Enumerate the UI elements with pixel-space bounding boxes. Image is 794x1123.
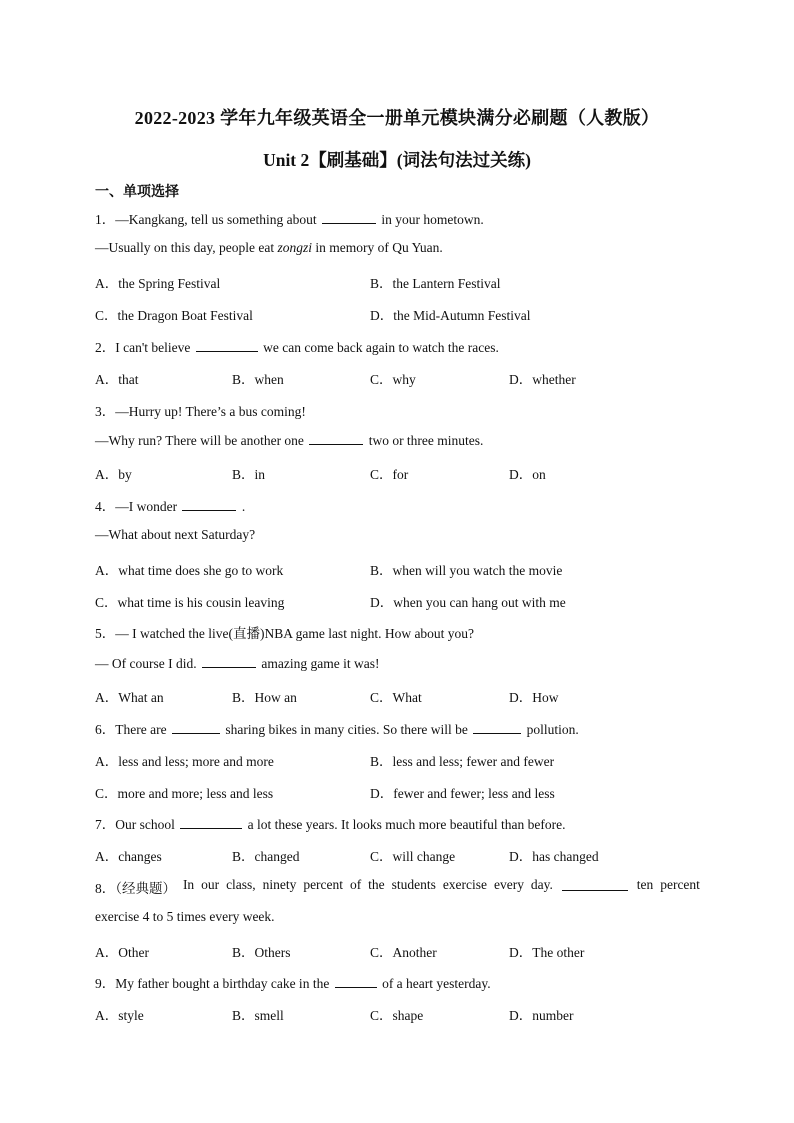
q1-option-a[interactable]: A．the Spring Festival	[95, 276, 221, 291]
q4-option-d[interactable]: D．when you can hang out with me	[370, 595, 566, 610]
answer-blank[interactable]	[562, 877, 628, 891]
q8-word: the	[368, 877, 385, 892]
q7-option-c[interactable]: C．will change	[370, 849, 456, 864]
q8-word: our	[201, 877, 220, 892]
q1-option-c[interactable]: C．the Dragon Boat Festival	[95, 308, 253, 323]
q8-word: day.	[530, 877, 553, 892]
q5-text: — Of course I did.	[95, 656, 197, 671]
q4-option-c[interactable]: C．what time is his cousin leaving	[95, 595, 285, 610]
q1-option-d[interactable]: D．the Mid-Autumn Festival	[370, 308, 531, 323]
q8-option-a[interactable]: A．Other	[95, 945, 149, 960]
q5-option-b[interactable]: B．How an	[232, 690, 297, 705]
q3-text-after: two or three minutes.	[368, 433, 484, 448]
q9-option-a[interactable]: A．style	[95, 1008, 144, 1023]
q1-reply-italic: zongzi	[277, 240, 312, 255]
q3-option-a[interactable]: A．by	[95, 467, 132, 482]
q1-option-b[interactable]: B．the Lantern Festival	[370, 276, 501, 291]
q8-word: In	[182, 877, 195, 892]
q8-word: every	[493, 877, 524, 892]
q8-option-b[interactable]: B．Others	[232, 945, 291, 960]
q8-word: of	[349, 877, 362, 892]
q1-reply-text: —Usually on this day, people eat	[95, 240, 275, 255]
answer-blank[interactable]	[322, 210, 376, 224]
q8-word: students	[391, 877, 436, 892]
q8-word: ten	[636, 877, 654, 892]
q9-text: 9．My father bought a birthday cake in the	[95, 976, 330, 991]
question-8-continuation: exercise 4 to 5 times every week.	[95, 909, 275, 924]
q2-text: 2．I can't believe	[95, 340, 191, 355]
page-title: 2022-2023 学年九年级英语全一册单元模块满分必刷题（人教版）	[134, 108, 660, 128]
q7-text-after: a lot these years. It looks much more beautiful than before.	[247, 817, 566, 832]
q9-option-d[interactable]: D．number	[509, 1008, 574, 1023]
q7-option-b[interactable]: B．changed	[232, 849, 300, 864]
q2-option-a[interactable]: A．that	[95, 372, 139, 387]
q3-option-d[interactable]: D．on	[509, 467, 546, 482]
q1-text: 1．—Kangkang, tell us something about	[95, 212, 317, 227]
q5-option-c[interactable]: C．What	[370, 690, 422, 705]
q4-option-a[interactable]: A．what time does she go to work	[95, 563, 284, 578]
page-subtitle: Unit 2【刷基础】(词法句法过关练)	[263, 150, 531, 170]
q5-option-a[interactable]: A．What an	[95, 690, 164, 705]
answer-blank[interactable]	[309, 431, 363, 445]
q8-word: class,	[226, 877, 256, 892]
q8-word: 8．（经典题）	[95, 881, 176, 896]
q8-word: percent	[660, 877, 700, 892]
q3-text: —Why run? There will be another one	[95, 433, 304, 448]
q6-text-after: pollution.	[526, 722, 579, 737]
q4-text-after: .	[241, 499, 246, 514]
section-heading: 一、单项选择	[95, 185, 179, 200]
question-9-stem	[95, 972, 491, 992]
q3-option-b[interactable]: B．in	[232, 467, 266, 482]
q7-option-a[interactable]: A．changes	[95, 849, 162, 864]
question-4-stem	[95, 495, 245, 515]
q2-option-b[interactable]: B．when	[232, 372, 284, 387]
q2-text-after: we can come back again to watch the races.	[263, 340, 499, 355]
answer-blank[interactable]	[202, 654, 256, 668]
q9-option-c[interactable]: C．shape	[370, 1008, 424, 1023]
q1-reply-text-after: in memory of Qu Yuan.	[315, 240, 443, 255]
q7-text: 7．Our school	[95, 817, 175, 832]
q9-option-b[interactable]: B．smell	[232, 1008, 284, 1023]
answer-blank[interactable]	[182, 497, 236, 511]
q2-option-d[interactable]: D．whether	[509, 372, 576, 387]
question-3-stem: 3．—Hurry up! There’s a bus coming!	[95, 404, 306, 419]
question-2-stem	[95, 336, 499, 356]
q1-text-after: in your hometown.	[381, 212, 484, 227]
q2-option-c[interactable]: C．why	[370, 372, 416, 387]
answer-blank[interactable]	[196, 338, 258, 352]
answer-blank[interactable]	[172, 720, 220, 734]
question-1-stem	[95, 208, 484, 228]
question-4-reply: —What about next Saturday?	[95, 527, 256, 542]
q6-option-d[interactable]: D．fewer and fewer; less and less	[370, 786, 555, 801]
question-5-reply	[95, 654, 379, 672]
answer-blank[interactable]	[335, 974, 377, 988]
q8-word: ninety	[262, 877, 297, 892]
q6-option-a[interactable]: A．less and less; more and more	[95, 754, 274, 769]
q8-word: percent	[303, 877, 344, 892]
answer-blank[interactable]	[473, 720, 521, 734]
answer-blank[interactable]	[180, 815, 242, 829]
q5-text-after: amazing game it was!	[261, 656, 380, 671]
question-3-reply	[95, 431, 483, 449]
q6-option-c[interactable]: C．more and more; less and less	[95, 786, 274, 801]
q8-option-c[interactable]: C．Another	[370, 945, 437, 960]
q4-text: 4．—I wonder	[95, 499, 178, 514]
question-1-reply	[95, 240, 443, 256]
q6-option-b[interactable]: B．less and less; fewer and fewer	[370, 754, 555, 769]
question-6-stem	[95, 718, 579, 738]
q6-text-mid: sharing bikes in many cities. So there will be	[225, 722, 468, 737]
q8-word: exercise	[442, 877, 488, 892]
question-8-stem	[95, 877, 700, 897]
q8-option-d[interactable]: D．The other	[509, 945, 585, 960]
q4-option-b[interactable]: B．when will you watch the movie	[370, 563, 563, 578]
question-5-stem: 5．— I watched the live(直播)NBA game last night. How about you?	[95, 626, 475, 641]
question-7-stem	[95, 813, 566, 833]
q3-option-c[interactable]: C．for	[370, 467, 409, 482]
q6-text: 6．There are	[95, 722, 167, 737]
q7-option-d[interactable]: D．has changed	[509, 849, 599, 864]
q9-text-after: of a heart yesterday.	[382, 976, 491, 991]
q5-option-d[interactable]: D．How	[509, 690, 559, 705]
